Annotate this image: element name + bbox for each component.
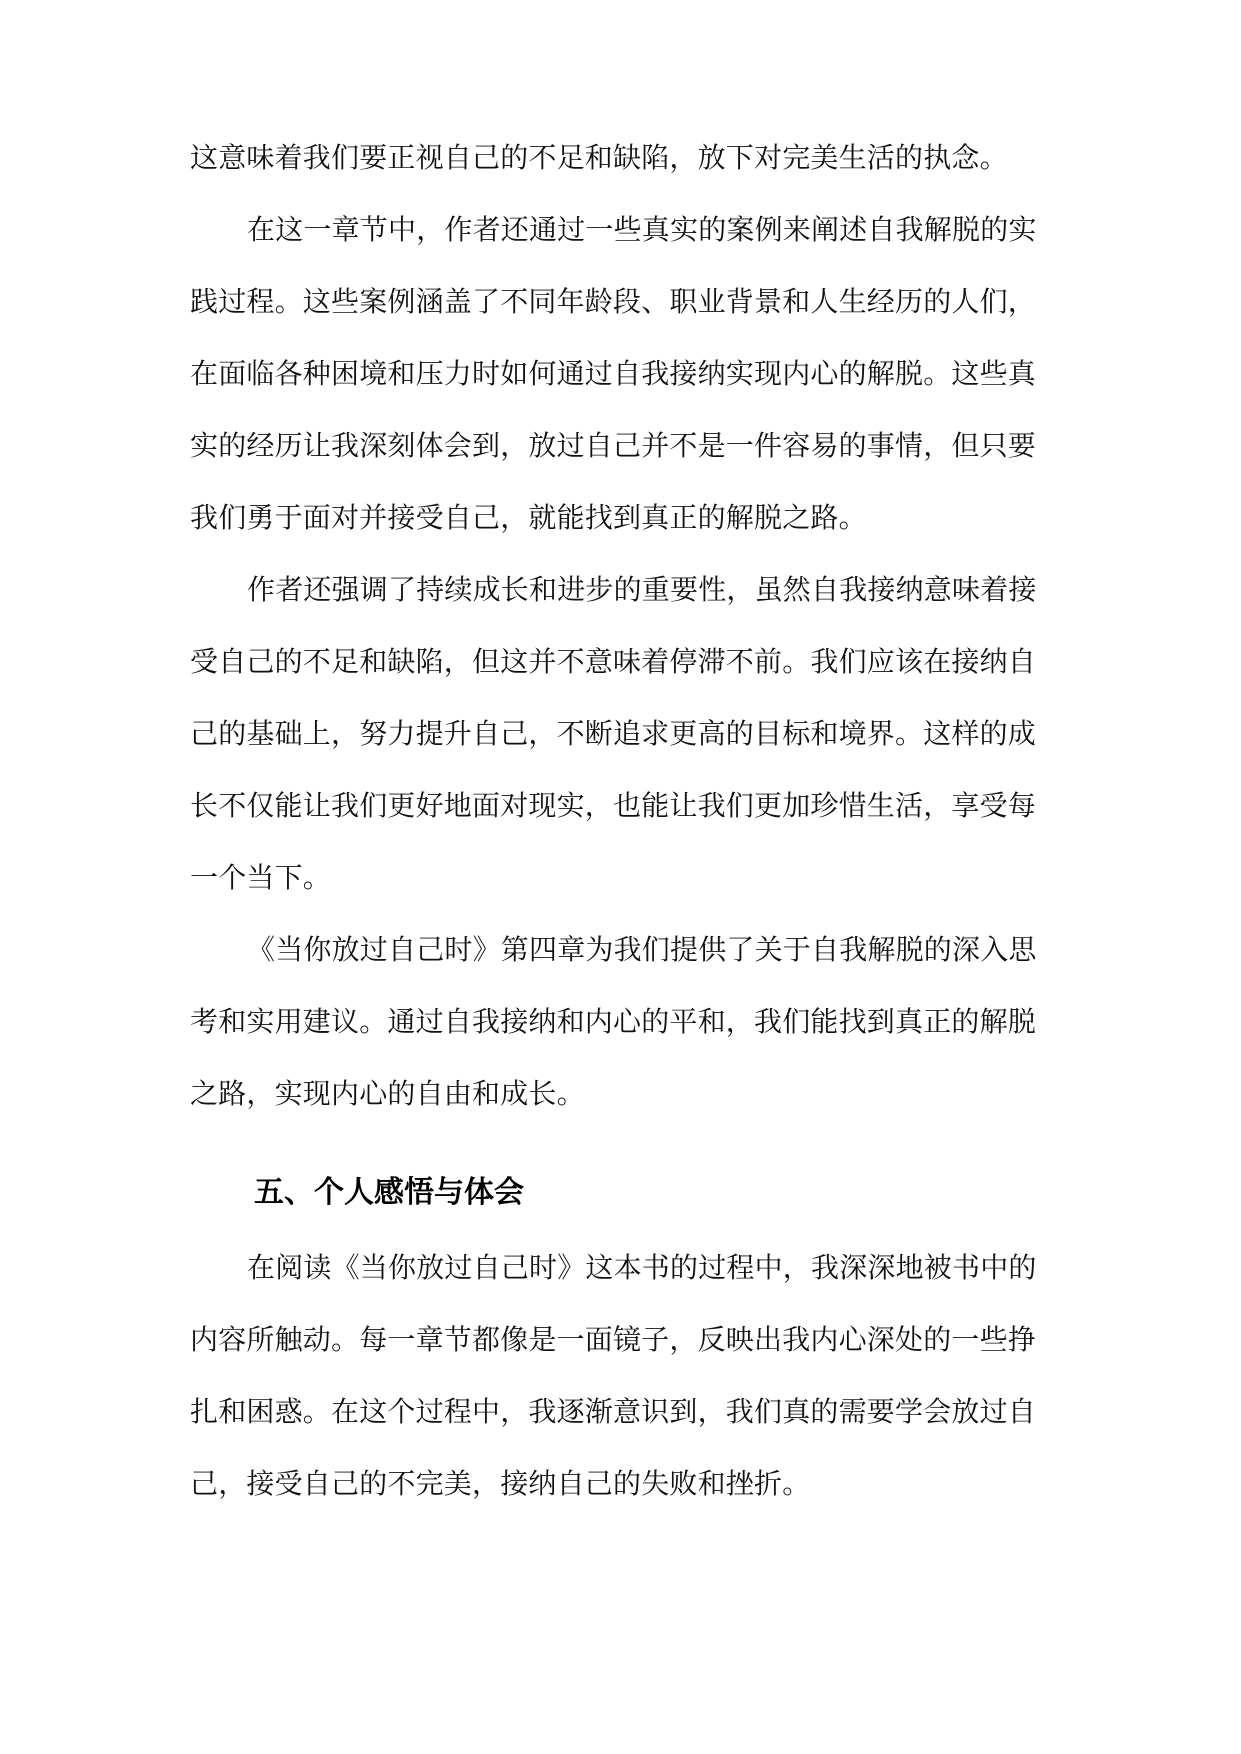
body-line-1: 这意味着我们要正视自己的不足和缺陷，放下对完美生活的执念。 xyxy=(190,141,1008,174)
body-line-3: 践过程。这些案例涵盖了不同年龄段、职业背景和人生经历的人们， xyxy=(190,285,1037,318)
body-line-8: 受自己的不足和缺陷，但这并不意味着停滞不前。我们应该在接纳自 xyxy=(190,645,1037,678)
body-line-6: 我们勇于面对并接受自己，就能找到真正的解脱之路。 xyxy=(190,501,867,534)
body-line-12: 《当你放过自己时》第四章为我们提供了关于自我解脱的深入思 xyxy=(247,933,1037,966)
body-line-15: 在阅读《当你放过自己时》这本书的过程中，我深深地被书中的 xyxy=(247,1251,1037,1284)
body-line-2: 在这一章节中，作者还通过一些真实的案例来阐述自我解脱的实 xyxy=(247,213,1037,246)
body-line-16: 内容所触动。每一章节都像是一面镜子，反映出我内心深处的一些挣 xyxy=(190,1323,1037,1356)
body-line-13: 考和实用建议。通过自我接纳和内心的平和，我们能找到真正的解脱 xyxy=(190,1005,1037,1038)
body-line-9: 己的基础上，努力提升自己，不断追求更高的目标和境界。这样的成 xyxy=(190,717,1037,750)
body-line-14: 之路，实现内心的自由和成长。 xyxy=(190,1077,585,1110)
body-line-10: 长不仅能让我们更好地面对现实，也能让我们更加珍惜生活，享受每 xyxy=(190,789,1037,822)
body-line-7: 作者还强调了持续成长和进步的重要性，虽然自我接纳意味着接 xyxy=(247,573,1037,606)
section-heading: 五、个人感悟与体会 xyxy=(254,1175,524,1210)
body-line-4: 在面临各种困境和压力时如何通过自我接纳实现内心的解脱。这些真 xyxy=(190,357,1037,390)
body-line-11: 一个当下。 xyxy=(190,861,332,894)
body-line-5: 实的经历让我深刻体会到，放过自己并不是一件容易的事情，但只要 xyxy=(190,429,1037,462)
body-line-17: 扎和困惑。在这个过程中，我逐渐意识到，我们真的需要学会放过自 xyxy=(190,1395,1037,1428)
body-line-18: 己，接受自己的不完美，接纳自己的失败和挫折。 xyxy=(190,1467,811,1500)
